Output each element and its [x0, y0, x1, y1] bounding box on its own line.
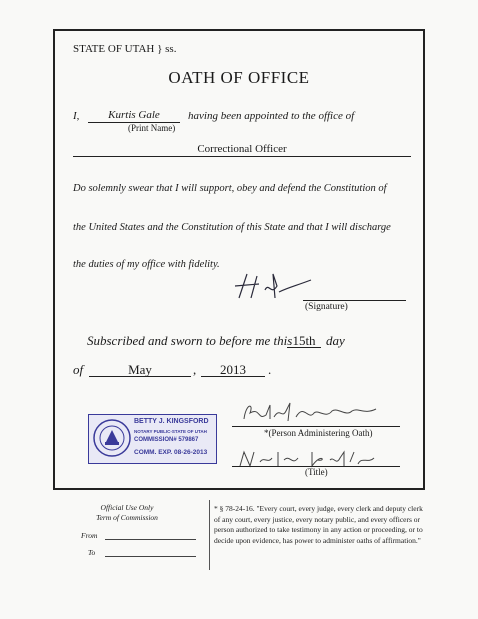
notary-stamp: [88, 414, 217, 464]
title-caption: (Title): [305, 467, 328, 477]
month-value: May: [128, 362, 152, 377]
office-underline: [73, 156, 411, 157]
year-value: 2013: [220, 362, 246, 377]
oath-line-1: Do solemnly swear that I will support, obey and defend the Constitution of: [73, 183, 387, 194]
stamp-notary-name: BETTY J. KINGSFORD: [134, 418, 209, 425]
term-of-commission-label: Term of Commission: [96, 513, 158, 522]
pronoun-label: I,: [73, 110, 80, 122]
signature-caption: (Signature): [305, 302, 348, 312]
stamp-commission: COMMISSION# 579867: [134, 437, 199, 443]
from-label: From: [81, 531, 98, 540]
date-comma: ,: [193, 362, 197, 377]
official-use-heading: [53, 503, 201, 523]
footer-divider: [209, 500, 210, 570]
day-underline: [287, 347, 321, 348]
statute-note: * § 78-24-16. "Every court, every judge, every clerk and deputy clerk of any court, every justice, every notary public, and every officers or person authorized to take testimony in any action or proceeding, or to decide upon evidence, has power to administer oaths of affirmation.": [214, 504, 423, 545]
stamp-notary-title: NOTARY PUBLIC-STATE OF UTAH: [134, 429, 207, 434]
administering-underline: [232, 426, 400, 427]
of-word: of: [73, 362, 84, 377]
office-title: Correctional Officer: [197, 143, 287, 155]
appointed-text: having been appointed to the office of: [188, 110, 355, 122]
document-title: OATH OF OFFICE: [168, 68, 310, 87]
year-underline: [201, 376, 265, 377]
print-name-caption: (Print Name): [128, 123, 176, 133]
signature-underline: [303, 300, 406, 301]
subscribed-text: Subscribed and sworn to before me this: [87, 333, 293, 348]
administering-caption: *(Person Administering Oath): [264, 428, 373, 438]
notary-seal-icon: [92, 418, 132, 458]
appointee-name: Kurtis Gale: [108, 109, 160, 121]
oath-line-3: the duties of my office with fidelity.: [73, 259, 220, 270]
day-word: day: [326, 333, 345, 348]
from-underline: [105, 539, 196, 540]
state-heading: STATE OF UTAH } ss.: [73, 43, 177, 55]
day-value: 15th: [292, 333, 316, 348]
to-underline: [105, 556, 196, 557]
oath-line-2: the United States and the Constitution of this State and that I will discharge: [73, 222, 391, 233]
to-label: To: [88, 548, 96, 557]
official-use-label: Official Use Only: [100, 503, 154, 512]
stamp-expiration: COMM. EXP. 08-26-2013: [134, 449, 208, 456]
month-underline: [89, 376, 191, 377]
handwritten-signature: [225, 268, 315, 309]
date-period: .: [268, 362, 272, 377]
